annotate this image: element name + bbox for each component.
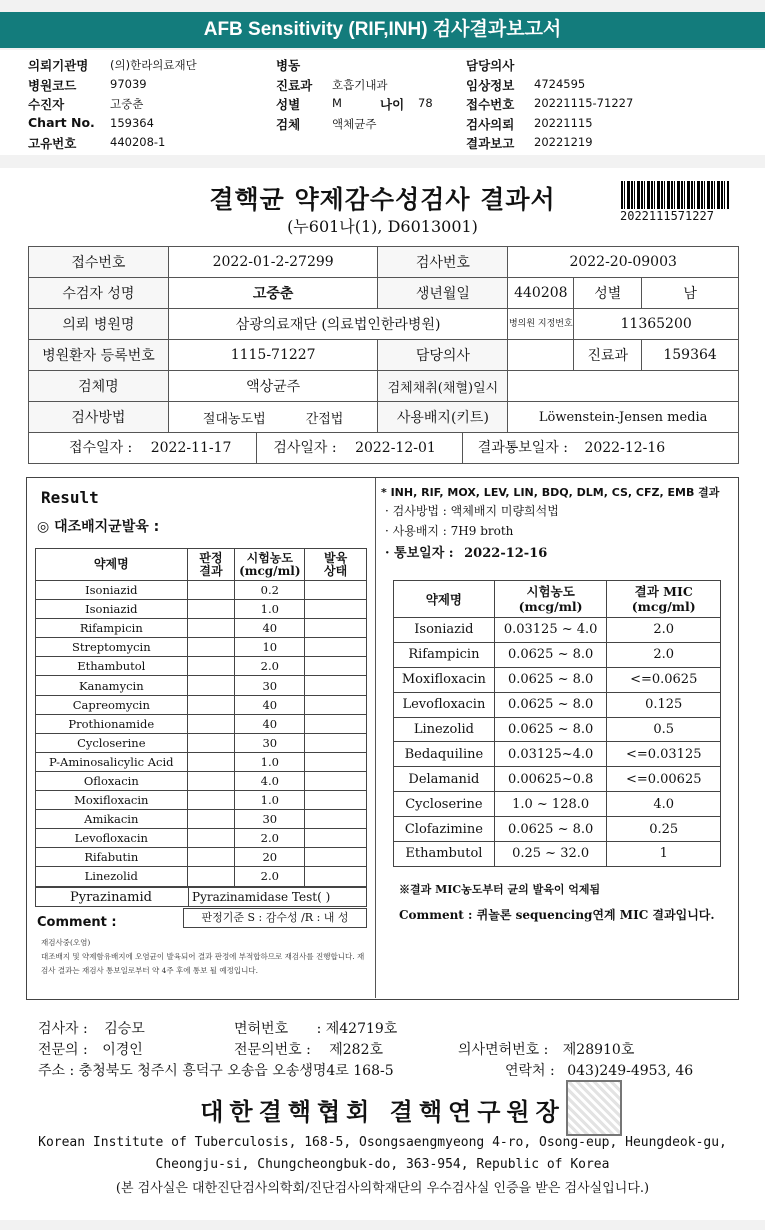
official-seal bbox=[566, 1080, 622, 1136]
cell-empty bbox=[187, 867, 235, 886]
contact-value: 043)249-4953, 46 bbox=[567, 1063, 694, 1079]
cell-empty bbox=[305, 752, 367, 771]
header-label: 결과보고 bbox=[466, 136, 515, 151]
mic-cell-range: 0.0625 ~ 8.0 bbox=[494, 667, 607, 692]
result-box bbox=[26, 477, 739, 1000]
mic-cell-mic: <=0.03125 bbox=[607, 742, 721, 767]
cell-empty bbox=[187, 676, 235, 695]
result-title: Result bbox=[41, 488, 99, 507]
cell-empty bbox=[305, 600, 367, 619]
barcode-number: 2022111571227 bbox=[620, 209, 714, 223]
cell-empty bbox=[187, 619, 235, 638]
header-value: 4724595 bbox=[534, 76, 586, 91]
header-value: 고중춘 bbox=[110, 97, 144, 111]
header-value: M bbox=[332, 96, 342, 110]
cell-empty bbox=[187, 638, 235, 657]
mic-cell-drug: Bedaquiline bbox=[394, 742, 495, 767]
dept-value: 159364 bbox=[642, 340, 739, 371]
header-value: 호흡기내과 bbox=[332, 77, 388, 92]
doctor-license-label: 의사면허번호 : bbox=[458, 1042, 549, 1058]
specimen-label: 검체명 bbox=[29, 371, 169, 402]
retest-note-body: 대조배지 및 약제함유배지에 오염균이 발육되어 결과 판정에 부적합하므로 재검사를 진행합니다. 재검사 결과는 재검사 통보일로부터 약 4주 후에 통보 될 예정입니다. bbox=[41, 952, 365, 975]
cell-conc: 0.2 bbox=[235, 581, 305, 600]
test-no-label: 검사번호 bbox=[378, 247, 508, 278]
address: 주소 : 충청북도 청주시 흥덕구 오송읍 오송생명4로 168-5 bbox=[38, 1063, 394, 1079]
left-table-header: 발육 상태 bbox=[305, 549, 367, 581]
mic-cell-mic: 2.0 bbox=[607, 618, 721, 643]
header-panel bbox=[0, 50, 765, 155]
mic-cell-drug: Clofazimine bbox=[394, 817, 495, 842]
mic-cell-drug: Ethambutol bbox=[394, 842, 495, 867]
doctor-label: 담당의사 bbox=[378, 340, 508, 371]
mic-cell-range: 0.0625 ~ 8.0 bbox=[494, 717, 607, 742]
institute-name-kr: 대한결핵협회 결핵연구원장 bbox=[200, 1097, 565, 1126]
cell-empty bbox=[187, 848, 235, 867]
table-row bbox=[36, 771, 367, 790]
table-row bbox=[394, 742, 721, 767]
cell-conc: 2.0 bbox=[235, 829, 305, 848]
cell-drug: P-Aminosalicylic Acid bbox=[36, 752, 188, 771]
cell-conc: 30 bbox=[235, 676, 305, 695]
cell-drug: Cycloserine bbox=[36, 733, 188, 752]
table-row bbox=[36, 810, 367, 829]
cell-drug: Moxifloxacin bbox=[36, 791, 188, 810]
cell-empty bbox=[187, 695, 235, 714]
header-label: 진료과 bbox=[276, 77, 313, 93]
header-label: 접수번호 bbox=[466, 97, 515, 112]
table-row bbox=[36, 695, 367, 714]
header-value: 159364 bbox=[110, 115, 154, 130]
cell-drug: Streptomycin bbox=[36, 638, 188, 657]
table-row bbox=[36, 676, 367, 695]
header-label: 고유번호 bbox=[28, 136, 77, 151]
mic-cell-range: 1.0 ~ 128.0 bbox=[494, 792, 607, 817]
mic-cell-mic: <=0.0625 bbox=[607, 667, 721, 692]
certification-note: (본 검사실은 대한진단검사의학회/진단검사의학재단의 우수검사실 인증을 받은 검사실입니다.) bbox=[115, 1181, 650, 1196]
mic-cell-range: 0.0625 ~ 8.0 bbox=[494, 817, 607, 842]
report-document bbox=[0, 168, 765, 1220]
header-label: 의뢰기관명 bbox=[28, 58, 89, 73]
header-label: 성별 bbox=[276, 97, 301, 112]
mic-cell-drug: Cycloserine bbox=[394, 792, 495, 817]
specialist-no-row bbox=[234, 1039, 383, 1059]
hospital-value: 삼광의료재단 (의료법인한라병원) bbox=[168, 309, 507, 340]
table-row bbox=[36, 791, 367, 810]
specialist-no: 제282호 bbox=[329, 1042, 384, 1058]
collect-label: 검체채취(채혈)일시 bbox=[378, 371, 508, 402]
cell-drug: Rifabutin bbox=[36, 848, 188, 867]
reception-no-label: 접수번호 bbox=[29, 247, 169, 278]
mic-date-label: · 통보일자 : bbox=[385, 546, 454, 561]
birth-label: 생년월일 bbox=[378, 278, 508, 309]
cell-conc: 1.0 bbox=[235, 600, 305, 619]
mic-cell-range: 0.0625 ~ 8.0 bbox=[494, 692, 607, 717]
mic-cell-mic: <=0.00625 bbox=[607, 767, 721, 792]
cell-empty bbox=[187, 810, 235, 829]
header-value: 20221115-71227 bbox=[534, 96, 634, 110]
table-row bbox=[36, 657, 367, 676]
cell-conc: 1.0 bbox=[235, 752, 305, 771]
dates-row bbox=[29, 433, 739, 464]
retest-note-title: 재검사중(오염) bbox=[41, 938, 91, 947]
cell-empty bbox=[187, 771, 235, 790]
mic-cell-drug: Linezolid bbox=[394, 717, 495, 742]
cell-empty bbox=[187, 733, 235, 752]
mic-cell-mic: 1 bbox=[607, 842, 721, 867]
mic-cell-drug: Delamanid bbox=[394, 767, 495, 792]
pyra-divider bbox=[188, 888, 189, 906]
tester-row bbox=[38, 1018, 145, 1038]
cell-empty bbox=[305, 848, 367, 867]
mic-footnote: ※결과 MIC농도부터 균의 발육이 억제됨 bbox=[399, 883, 601, 896]
cell-drug: Capreomycin bbox=[36, 695, 188, 714]
cell-conc: 1.0 bbox=[235, 791, 305, 810]
pyrazinamid-row bbox=[35, 887, 367, 907]
mic-heading: * INH, RIF, MOX, LEV, LIN, BDQ, DLM, CS, CFZ, EMB 결과 bbox=[381, 486, 720, 499]
cell-empty bbox=[305, 657, 367, 676]
table-row bbox=[36, 867, 367, 886]
table-row bbox=[394, 717, 721, 742]
table-row bbox=[36, 600, 367, 619]
header-value: 액체균주 bbox=[332, 116, 377, 131]
sex-value: 남 bbox=[642, 278, 739, 309]
mic-date: 2022-12-16 bbox=[464, 546, 548, 561]
table-row bbox=[36, 619, 367, 638]
mic-cell-range: 0.03125 ~ 4.0 bbox=[494, 618, 607, 643]
patient-info-table bbox=[28, 246, 739, 464]
cell-empty bbox=[305, 714, 367, 733]
table-row bbox=[394, 792, 721, 817]
cell-drug: Linezolid bbox=[36, 867, 188, 886]
cell-drug: Isoniazid bbox=[36, 581, 188, 600]
comment-label: Comment : bbox=[37, 915, 117, 930]
specialist-no-label: 전문의번호 : bbox=[234, 1042, 311, 1058]
dates-divider bbox=[256, 433, 257, 463]
doctor-license: 제28910호 bbox=[562, 1042, 635, 1058]
doc-title: 결핵균 약제감수성검사 결과서 bbox=[209, 185, 556, 214]
pyrazinamid-label: Pyrazinamid bbox=[70, 890, 152, 905]
patient-name-label: 수검자 성명 bbox=[29, 278, 169, 309]
mic-cell-mic: 0.25 bbox=[607, 817, 721, 842]
doctor-license-row bbox=[458, 1039, 634, 1059]
age-label: 나이 bbox=[380, 97, 405, 112]
report-title-bar: AFB Sensitivity (RIF,INH) 검사결과보고서 bbox=[0, 12, 765, 48]
table-row bbox=[36, 848, 367, 867]
cell-empty bbox=[305, 619, 367, 638]
mic-table-header: 시험농도 (mcg/ml) bbox=[494, 581, 607, 618]
table-row bbox=[394, 618, 721, 643]
table-row bbox=[394, 692, 721, 717]
mic-table-header: 약제명 bbox=[394, 581, 495, 618]
header-label: 병동 bbox=[276, 58, 301, 73]
institute-address-en-2: Cheongju-si, Chungcheongbuk-do, 363-954, Republic of Korea bbox=[155, 1157, 610, 1172]
cell-conc: 20 bbox=[235, 848, 305, 867]
mic-cell-range: 0.00625~0.8 bbox=[494, 767, 607, 792]
license-number: : 제42719호 bbox=[316, 1021, 398, 1037]
cell-drug: Prothionamide bbox=[36, 714, 188, 733]
reported-label: 결과통보일자 : bbox=[477, 440, 568, 456]
reception-no: 2022-01-2-27299 bbox=[168, 247, 378, 278]
cell-drug: Rifampicin bbox=[36, 619, 188, 638]
left-table-header: 시험농도 (mcg/ml) bbox=[235, 549, 305, 581]
age-value: 78 bbox=[418, 96, 433, 110]
left-table-header: 판정 결과 bbox=[187, 549, 235, 581]
cell-empty bbox=[305, 638, 367, 657]
tester-label: 검사자 : bbox=[38, 1021, 88, 1037]
cell-empty bbox=[187, 581, 235, 600]
doctor-value bbox=[508, 340, 574, 371]
cell-drug: Amikacin bbox=[36, 810, 188, 829]
dates-divider bbox=[462, 433, 463, 463]
reported-date: 2022-12-16 bbox=[584, 440, 666, 456]
table-row bbox=[36, 714, 367, 733]
header-label: Chart No. bbox=[28, 114, 95, 130]
pyrazinamidase-test: Pyrazinamidase Test( ) bbox=[192, 890, 331, 904]
mic-cell-range: 0.0625 ~ 8.0 bbox=[494, 642, 607, 667]
mic-comment: Comment : 퀴놀론 sequencing연계 MIC 결과입니다. bbox=[399, 908, 715, 922]
table-row bbox=[394, 667, 721, 692]
collect-value bbox=[508, 371, 739, 402]
table-row bbox=[36, 581, 367, 600]
hospital-label: 의뢰 병원명 bbox=[29, 309, 169, 340]
control-growth-title: ◎ 대조배지균발육 : bbox=[37, 519, 160, 535]
cell-drug: Kanamycin bbox=[36, 676, 188, 695]
retest-note bbox=[41, 936, 366, 978]
cell-conc: 30 bbox=[235, 733, 305, 752]
cell-empty bbox=[187, 600, 235, 619]
mic-method: · 검사방법 : 액체배지 미량희석법 bbox=[385, 504, 559, 518]
contact-row bbox=[505, 1060, 693, 1080]
mic-table bbox=[393, 580, 721, 867]
mic-cell-drug: Levofloxacin bbox=[394, 692, 495, 717]
table-row bbox=[36, 638, 367, 657]
cell-conc: 40 bbox=[235, 695, 305, 714]
test-no: 2022-20-09003 bbox=[508, 247, 739, 278]
method-1: 절대농도법 bbox=[202, 411, 266, 427]
specimen-value: 액상균주 bbox=[168, 371, 378, 402]
sex-label: 성별 bbox=[574, 278, 642, 309]
cell-conc: 10 bbox=[235, 638, 305, 657]
tested-label: 검사일자 : bbox=[273, 440, 337, 456]
institute-address-en-1: Korean Institute of Tuberculosis, 168-5, Osongsaengmyeong 4-ro, Osong-eup, Heungdeok-gu, bbox=[38, 1135, 727, 1150]
media-label: 사용배지(키트) bbox=[378, 402, 508, 433]
reg-no: 1115-71227 bbox=[168, 340, 378, 371]
cell-conc: 2.0 bbox=[235, 657, 305, 676]
mic-cell-mic: 2.0 bbox=[607, 642, 721, 667]
header-value: 440208-1 bbox=[110, 135, 166, 149]
cell-empty bbox=[305, 581, 367, 600]
specialist-row bbox=[38, 1039, 143, 1059]
header-value: 20221115 bbox=[534, 115, 593, 130]
mic-cell-mic: 0.5 bbox=[607, 717, 721, 742]
absolute-concentration-table bbox=[35, 548, 367, 887]
mic-cell-drug: Isoniazid bbox=[394, 618, 495, 643]
cell-conc: 2.0 bbox=[235, 867, 305, 886]
license-row bbox=[234, 1018, 397, 1038]
table-row bbox=[36, 829, 367, 848]
cell-drug: Ofloxacin bbox=[36, 771, 188, 790]
cell-empty bbox=[187, 752, 235, 771]
mic-date-row bbox=[385, 542, 547, 561]
patient-name: 고중춘 bbox=[168, 278, 378, 309]
header-label: 수진자 bbox=[28, 97, 65, 112]
received-date: 2022-11-17 bbox=[150, 440, 232, 456]
cell-empty bbox=[305, 829, 367, 848]
received-label: 접수일자 : bbox=[69, 440, 133, 456]
mic-cell-mic: 4.0 bbox=[607, 792, 721, 817]
header-label: 검체 bbox=[276, 116, 301, 132]
table-row bbox=[394, 842, 721, 867]
cell-conc: 4.0 bbox=[235, 771, 305, 790]
result-divider bbox=[375, 478, 376, 998]
mic-cell-drug: Rifampicin bbox=[394, 642, 495, 667]
header-label: 담당의사 bbox=[466, 58, 515, 73]
header-value: 97039 bbox=[110, 76, 147, 91]
birth-value: 440208 bbox=[508, 278, 574, 309]
barcode bbox=[621, 181, 729, 209]
header-value: (의)한라의료재단 bbox=[110, 58, 197, 72]
judgment-legend: 판정기준 S : 감수성 /R : 내 성 bbox=[183, 908, 367, 928]
specialist-name: 이경인 bbox=[102, 1042, 143, 1058]
header-label: 임상정보 bbox=[466, 77, 515, 93]
cell-drug: Levofloxacin bbox=[36, 829, 188, 848]
mic-cell-drug: Moxifloxacin bbox=[394, 667, 495, 692]
cell-empty bbox=[187, 791, 235, 810]
cell-empty bbox=[187, 829, 235, 848]
license-label: 면허번호 bbox=[234, 1021, 289, 1037]
cell-empty bbox=[187, 657, 235, 676]
cell-empty bbox=[305, 771, 367, 790]
mic-cell-mic: 0.125 bbox=[607, 692, 721, 717]
specialist-label: 전문의 : bbox=[38, 1042, 88, 1058]
cell-empty bbox=[305, 733, 367, 752]
mic-table-header: 결과 MIC (mcg/ml) bbox=[607, 581, 721, 618]
cell-conc: 40 bbox=[235, 714, 305, 733]
cell-conc: 30 bbox=[235, 810, 305, 829]
mic-media: · 사용배지 : 7H9 broth bbox=[385, 524, 514, 538]
contact-label: 연락처 : bbox=[505, 1063, 555, 1079]
hospital-code-label: 병의원 지정번호 bbox=[508, 309, 574, 340]
left-table-header: 약제명 bbox=[36, 549, 188, 581]
cell-empty bbox=[305, 791, 367, 810]
header-label: 검사의뢰 bbox=[466, 116, 515, 132]
method-2: 간접법 bbox=[305, 411, 344, 427]
cell-drug: Ethambutol bbox=[36, 657, 188, 676]
table-row bbox=[36, 752, 367, 771]
method-label: 검사방법 bbox=[29, 402, 169, 433]
media-value: Löwenstein-Jensen media bbox=[508, 402, 739, 433]
cell-empty bbox=[305, 695, 367, 714]
header-value: 20221219 bbox=[534, 135, 593, 149]
table-row bbox=[394, 767, 721, 792]
table-row bbox=[36, 733, 367, 752]
cell-drug: Isoniazid bbox=[36, 600, 188, 619]
tested-date: 2022-12-01 bbox=[355, 440, 436, 456]
doc-subtitle: (누601나(1), D6013001) bbox=[287, 217, 478, 236]
cell-empty bbox=[305, 867, 367, 886]
reg-no-label: 병원환자 등록번호 bbox=[29, 340, 169, 371]
cell-empty bbox=[305, 810, 367, 829]
table-row bbox=[394, 642, 721, 667]
dept-label: 진료과 bbox=[574, 340, 642, 371]
table-row bbox=[394, 817, 721, 842]
tester-name: 김승모 bbox=[104, 1021, 145, 1037]
method-value bbox=[168, 402, 378, 433]
mic-cell-range: 0.03125~4.0 bbox=[494, 742, 607, 767]
header-label: 병원코드 bbox=[28, 77, 77, 93]
cell-conc: 40 bbox=[235, 619, 305, 638]
cell-empty bbox=[187, 714, 235, 733]
mic-cell-range: 0.25 ~ 32.0 bbox=[494, 842, 607, 867]
hospital-code: 11365200 bbox=[574, 309, 739, 340]
cell-empty bbox=[305, 676, 367, 695]
